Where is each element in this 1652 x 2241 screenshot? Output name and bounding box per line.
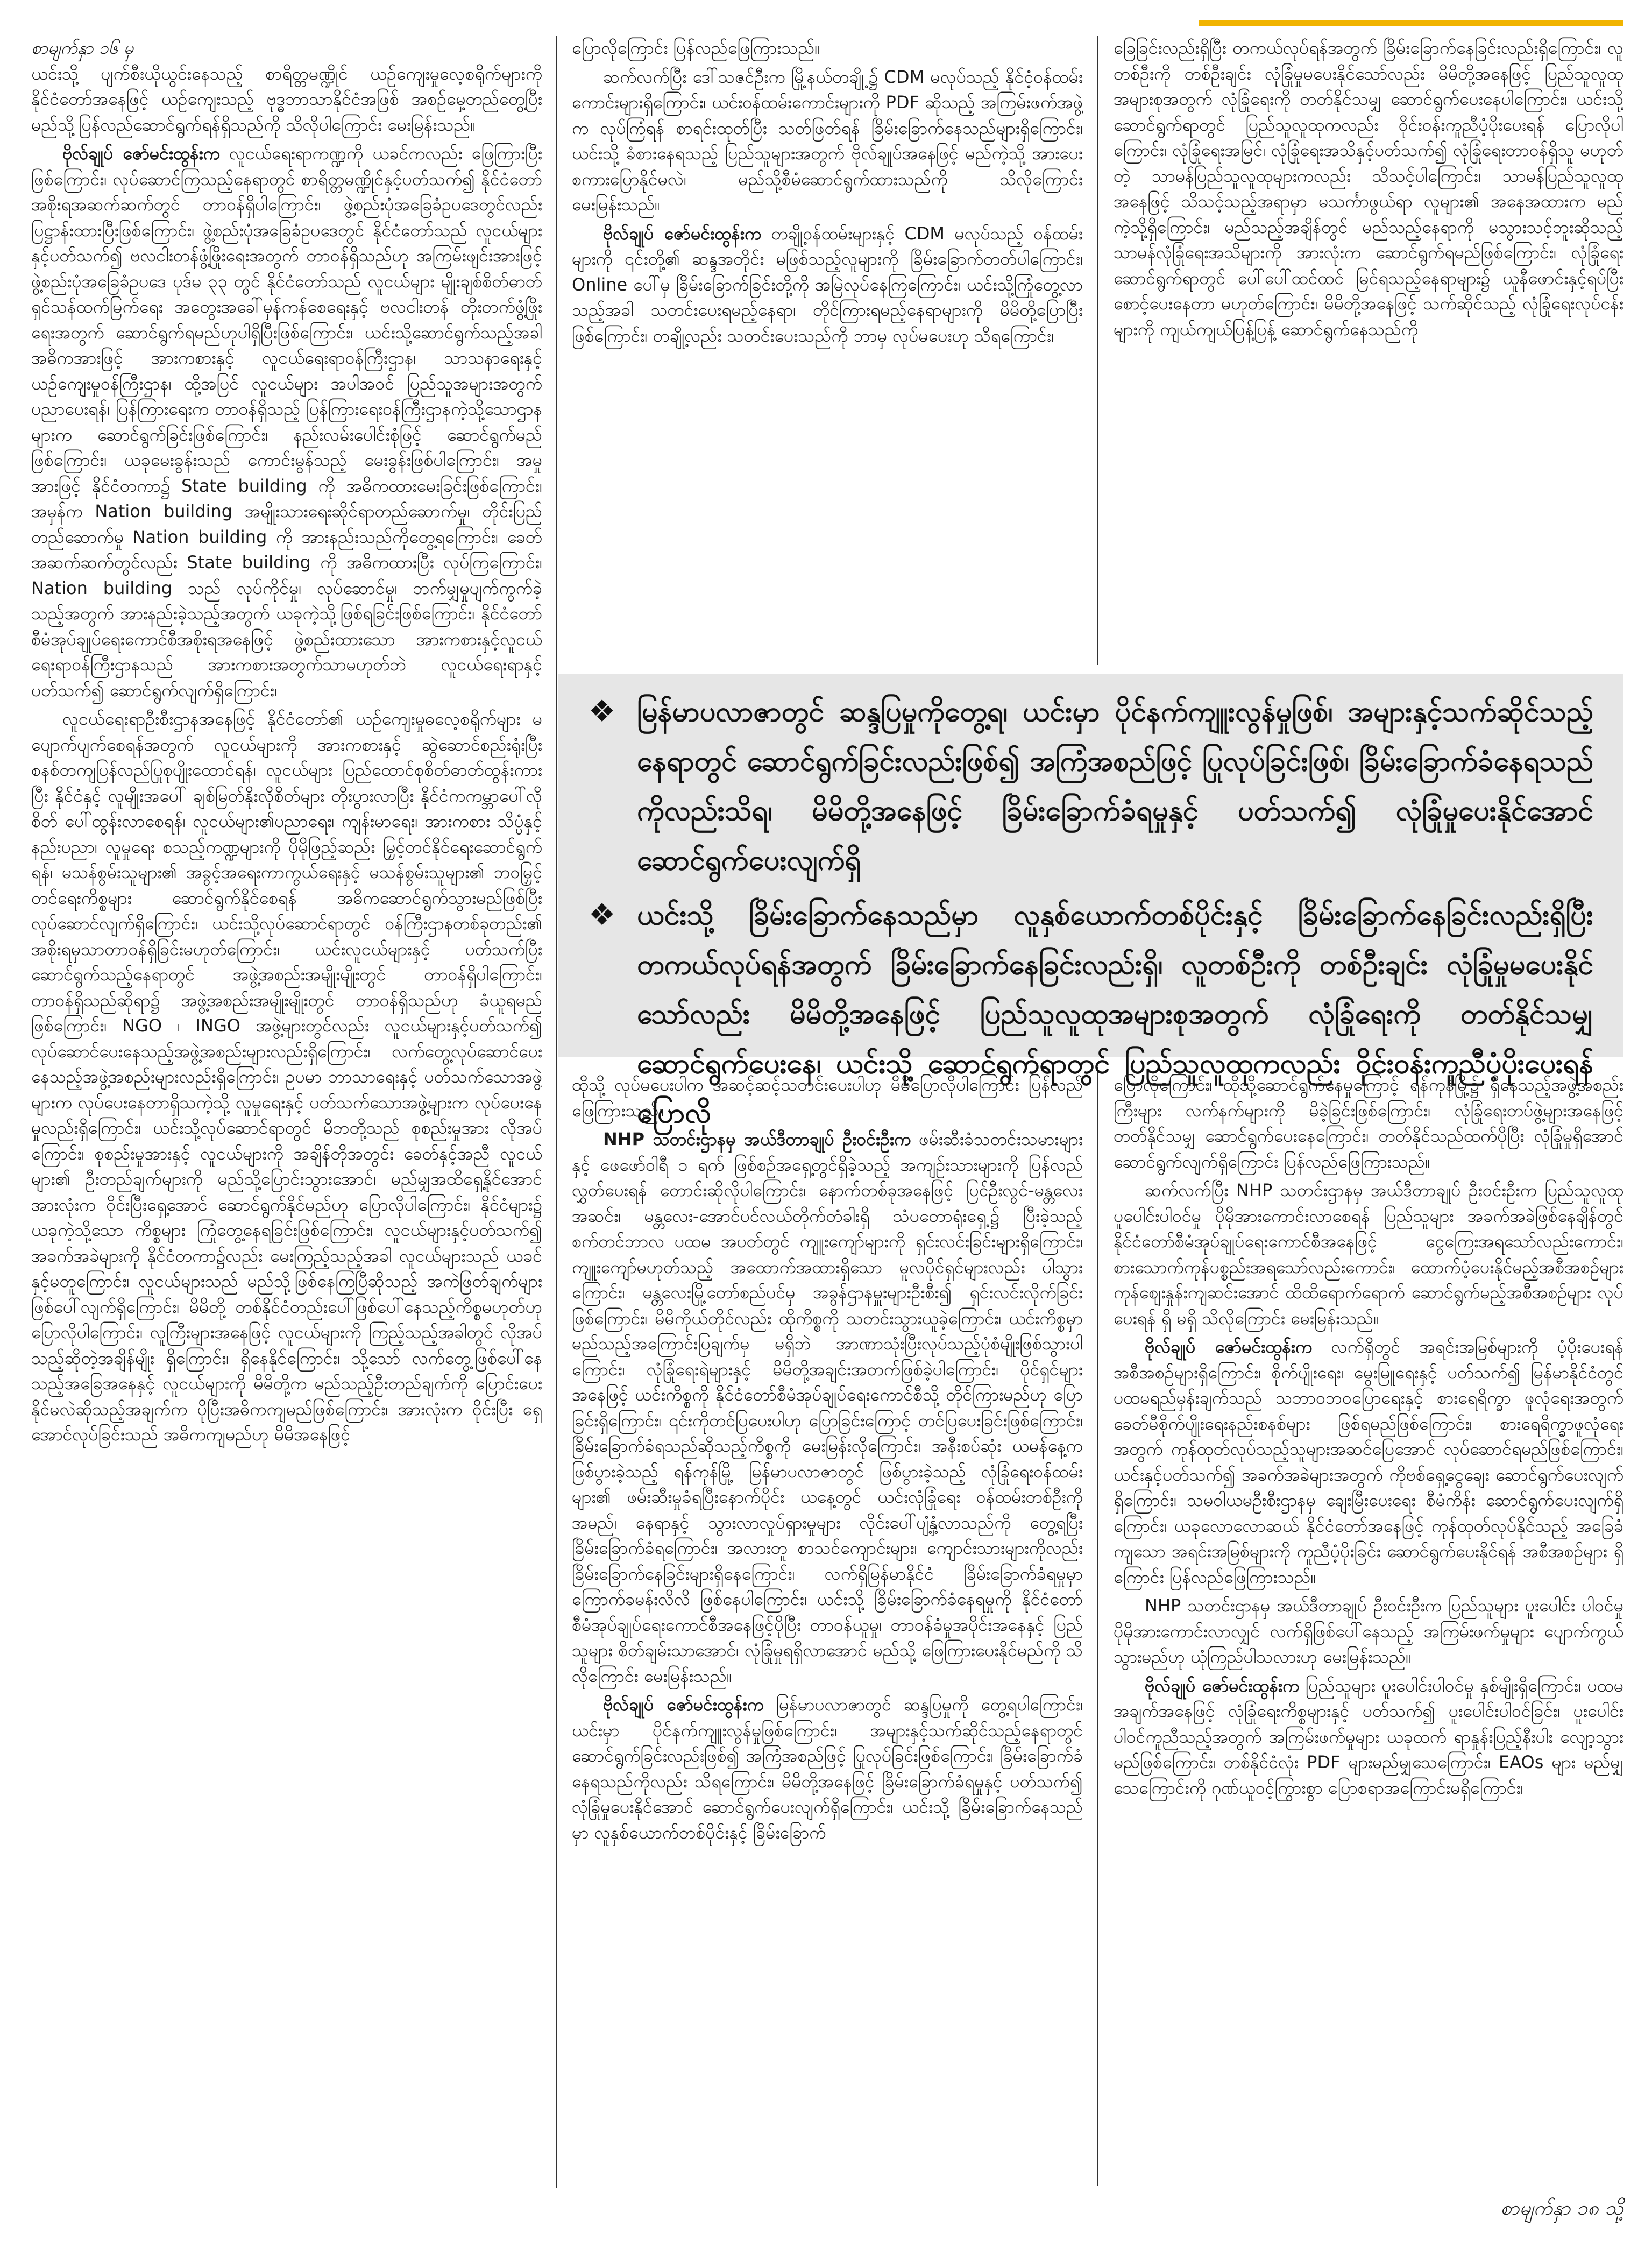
column-right-bottom	[1114, 1072, 1623, 2165]
column-divider	[1097, 36, 1098, 665]
speaker-name: ဗိုလ်ချုပ် ဇော်မင်းထွန်းက	[1145, 1675, 1300, 1696]
article-paragraph	[1114, 36, 1623, 342]
paragraph-text: ပြောလိုကြောင်း ပြန်လည်ဖြေကြားသည်။	[572, 38, 820, 58]
article-paragraph	[1114, 1673, 1623, 1801]
column-left	[31, 36, 542, 2198]
continued-from: စာမျက်နှာ ၁၆ မှ	[31, 38, 134, 58]
paragraph-text: ခြေခြင်းလည်းရှိပြီး တကယ်လုပ်ရန်အတွက် ခြိမ်းခြောက်နေခြင်းလည်းရှိကြောင်း၊ လူတစ်ဦးကို တစ်ဦးချင်း လုံခြုံမှုမပေးနိုင်သော်လည်း မိမိတို့အနေဖြင့် ပြည်သူလူထုအများစုအတွက် လုံခြုံရေးကို တတ်နိုင်သမျှ ဆောင်ရွက်ပေးနေပါကြောင်း၊ ယင်းသို့ဆောင်ရွက်ရာတွင် ပြည်သူလူထုကလည်း ဝိုင်းဝန်းကူညီပံ့ပိုးပေးရန် ပြောလိုပါကြောင်း၊ လုံခြုံရေးအမြင်၊ လုံခြုံရေးအသိနှင့်ပတ်သက်၍ လုံခြုံရေးတာဝန်ရှိသူ မဟုတ်တဲ့ သာမန်ပြည်သူလူထုများကလည်း သိသင့်ပါကြောင်း၊ သာမန်ပြည်သူလူထုအနေဖြင့် သိသင့်သည့်အရာမှာ မသင်္ကာဖွယ်ရာ လူများ၏ အနေအထားက မည်ကဲ့သို့ရှိကြောင်း၊ မည်သည့်အချိန်တွင် မည်သည့်နေရာကို မသွားသင့်ဘူးဆိုသည့် သာမန်လုံခြုံရေးအသိများကို အားလုံးက ဆောင်ရွက်ရမည်ဖြစ်ကြောင်း၊ လုံခြုံရေးဆောင်ရွက်ရာတွင် ပေါ်ပေါ်ထင်ထင် မြင်ရသည့်နေရာများ၌ ယူနီဖောင်းနှင့်ရပ်ပြီး စောင့်ပေးနေတာ မဟုတ်ကြောင်း၊ မိမိတို့အနေဖြင့် သက်ဆိုင်သည့် လုံခြုံရေးလုပ်ငန်းများကို ကျယ်ကျယ်ပြန့်ပြန့် ဆောင်ရွက်နေသည်ကို	[1114, 38, 1623, 340]
paragraph-text: ဖမ်းဆီးခံသတင်းသမားများနှင့် ဖေဖော်ဝါရီ ၁ ရက် ဖြစ်စဉ်အရှေ့တွင်ရှိခဲ့သည့် အကျဉ်းသားများကို ပြန်လည်လွှတ်ပေးရန် တောင်းဆိုလိုပါကြောင်း၊ နောက်တစ်ခုအနေဖြင့် ပြင်ဦးလွင်-မန္တလေးအဆင်း၊ မန္တလေး-အောင်ပင်လယ်တိုက်တံခါးရှိ သံပတောရုံးရှေ့၌ ပြီးခဲ့သည့် စက်တင်ဘာလ ပထမ အပတ်တွင် ကျူးကျော်များကို ရှင်းလင်းခြင်းများရှိကြောင်း၊ ကျူးကျော်မဟုတ်သည့် အထောက်အထားရှိသော မူလပိုင်ရှင်များလည်း ပါသွားကြောင်း၊ မန္တလေးမြို့တော်စည်ပင်မှ အခွန်ဌာနမှူးများဦးစီး၍ ရှင်းလင်းလိုက်ခြင်းဖြစ်ကြောင်း၊ မိမိကိုယ်တိုင်လည်း ထိုကိစ္စကို သတင်းသွားယူခဲ့ကြောင်း၊ ယင်းကိစ္စမှာ မည်သည့်အကြောင်းပြချက်မှ မရှိဘဲ အာဏာသုံးပြီးလုပ်သည့်ပုံစံမျိုးဖြစ်သွားပါကြောင်း၊ လုံခြုံရေးရဲများနှင့် မိမိတို့အချင်းအတက်ဖြစ်ခဲ့ပါကြောင်း၊ ပိုင်ရှင်များအနေဖြင့် ယင်းကိစ္စကို နိုင်ငံတော်စီမံအုပ်ချုပ်ရေးကောင်စီသို့ တိုင်ကြားမည်ဟု ပြောခြင်းရှိကြောင်း၊ ၎င်းကိုတင်ပြပေးပါဟု ပြောခြင်းကြောင့် တင်ပြပေးခြင်းဖြစ်ကြောင်း၊ ခြိမ်းခြောက်ခံရသည်ဆိုသည့်ကိစ္စကို မေးမြန်းလိုကြောင်း၊ အနီးစပ်ဆုံး ယမန်နေ့ကဖြစ်ပွားခဲ့သည့် ရန်ကုန်မြို့ မြန်မာပလာဇာတွင် ဖြစ်ပွားခဲ့သည့် လုံခြုံရေးဝန်ထမ်းများ၏ ဖမ်းဆီးမှုခံရပြီးနောက်ပိုင်း ယနေ့တွင် ယင်းလုံခြုံရေး ဝန်ထမ်းတစ်ဦးကို အမည်၊ နေရာနှင့် သွားလာလှုပ်ရှားမှုများ လိုင်းပေါ်ပျံ့နှံ့လာသည်ကို တွေ့ရပြီး ခြိမ်းခြောက်ခံရကြောင်း၊ အလားတူ စာသင်ကျောင်းများ၊ ကျောင်းသားများကိုလည်း ခြိမ်းခြောက်နေခြင်းများရှိနေကြောင်း၊ လက်ရှိမြန်မာနိုင်ငံ ခြိမ်းခြောက်ခံရမှုမှာ ကြောက်ခမန်းလိလိ ဖြစ်နေပါကြောင်း၊ ယင်းသို့ ခြိမ်းခြောက်ခံနေရမှုကို နိုင်ငံတော်စီမံအုပ်ချုပ်ရေးကောင်စီအနေဖြင့်ပိုပြီး တာဝန်ယူမှု၊ တာဝန်ခံမှုအပိုင်းအနေနှင့် ပြည်သူများ စိတ်ချမ်းသာအောင်၊ လုံခြုံမှုရရှိလာအောင် မည်သို့ ဖြေကြားပေးနိုင်မည်ကို သိလိုကြောင်း မေးမြန်းသည်။	[572, 1129, 1083, 1686]
article-paragraph	[1114, 1593, 1623, 1670]
paragraph-text: ထိုသို့ လုပ်မပေးပါက အဆင့်ဆင့်သတင်းပေးပါဟု မိမိပြောလိုပါကြောင်း ပြန်လည်ဖြေကြားသည်။	[572, 1074, 1083, 1121]
column-right-top	[1114, 36, 1623, 660]
paragraph-text: ပြောလိုကြောင်း၊ ထိုသို့ဆောင်ရွက်နေမှုကြောင့် ရန်ကုန်မြို့၌ ရှိနေသည့်အဖွဲ့အစည်းကြီးများ လက်နက်များကို မိခဲ့ခြင်းဖြစ်ကြောင်း၊ လုံခြုံရေးတပ်ဖွဲ့များအနေဖြင့် တတ်နိုင်သမျှ ဆောင်ရွက်ပေးနေကြောင်း၊ တတ်နိုင်သည်ထက်ပိုပြီး လုံခြုံမှုရှိအောင် ဆောင်ရွက်လျက်ရှိကြောင်း ပြန်လည်ဖြေကြားသည်။	[1114, 1074, 1623, 1172]
column-middle-bottom	[572, 1072, 1083, 2197]
column-middle-top	[572, 36, 1083, 660]
speaker-name: NHP သတင်းဌာနမှ အယ်ဒီတာချုပ် ဦးဝင်းဦးက	[603, 1129, 911, 1149]
paragraph-text: လက်ရှိတွင် အရင်းအမြစ်များကို ပံ့ပိုးပေးရန် အစီအစဉ်များရှိကြောင်း၊ စိုက်ပျိုးရေး၊ မွေးမြူရေးနှင့် ပတ်သက်၍ မြန်မာနိုင်ငံတွင် ပထမရည်မှန်းချက်သည် သဘာဝဘဝပြောရေးနှင့် စားရေရိက္ခာ ဖူလုံရေးအတွက် ခေတ်မီစိုက်ပျိုးရေးနည်းစနစ်များ ဖြစ်ရမည်ဖြစ်ကြောင်း၊ စားရေရိက္ခာဖူလုံရေးအတွက် ကုန်ထုတ်လုပ်သည့်သူများအဆင်ပြေအောင် လုပ်ဆောင်ရမည်ဖြစ်ကြောင်း၊ ယင်းနှင့်ပတ်သက်၍ အခက်အခဲများအတွက် ကိုဗစ်ရှေ့ငွေချေး ဆောင်ရွက်ပေးလျက်ရှိကြောင်း၊ သမဝါယမဦးစီးဌာနမှ ချေးမြီးပေးရေး စီမံကိန်း ဆောင်ရွက်ပေးလျက်ရှိကြောင်း၊ ယခုလောလောဆယ် နိုင်ငံတော်အနေဖြင့် ကုန်ထုတ်လုပ်နိုင်သည့် အခြေခံကျသော အရင်းအမြစ်များကို ကူညီပံ့ပိုးခြင်း ဆောင်ရွက်ပေးနိုင်ရန် အစီအစဉ်များ ရှိကြောင်း ပြန်လည်ဖြေကြားသည်။	[1114, 1337, 1623, 1587]
paragraph-text: ဆက်လက်ပြီး NHP သတင်းဌာနမှ အယ်ဒီတာချုပ် ဦးဝင်းဦးက ပြည်သူလူထု ပူပေါင်းပါဝင်မှု ပိုမိုအားကောင်းလာစေရန် ပြည်သူများ အခက်အခဲဖြစ်နေချိန်တွင် နိုင်ငံတော်စီမံအုပ်ချုပ်ရေးကောင်စီအနေဖြင့် ငွေကြေးအရသော်လည်းကောင်း၊ စားသောက်ကုန်ပစ္စည်းအရသော်လည်းကောင်း၊ ထောက်ပံ့ပေးနိုင်မည့်အစီအစဉ်များ ကုန်စျေးနှုန်းကျဆင်းအောင် ထိထိရောက်ရောက် ဆောင်ရွက်မည့်အစီအစဉ်များ လုပ်ပေးရန် ရှိ မရှိ သိလိုကြောင်း မေးမြန်းသည်။	[1114, 1180, 1623, 1328]
article-paragraph	[1114, 1178, 1623, 1331]
continued-to: စာမျက်နှာ ၁၈ သို့	[1500, 2197, 1623, 2219]
speaker-name: ဗိုလ်ချုပ် ဇော်မင်းထွန်းက	[603, 1694, 764, 1715]
article-paragraph	[572, 1127, 1083, 1689]
pull-quote-text: ယင်းသို့ ခြိမ်းခြောက်နေသည်မှာ လူနှစ်ယောက်တစ်ပိုင်းနှင့် ခြိမ်းခြောက်နေခြင်းလည်းရှိပြီး တကယ်လုပ်ရန်အတွက် ခြိမ်းခြောက်နေခြင်းလည်းရှိ၊ လူတစ်ဦးကို တစ်ဦးချင်း လုံခြုံမှုမပေးနိုင်သော်လည်း မိမိတို့အနေဖြင့် ပြည်သူလူထုအများစုအတွက် လုံခြုံရေးကို တတ်နိုင်သမျှ ဆောင်ရွက်ပေးနေ၊ ယင်းသို့ ဆောင်ရွက်ရာတွင် ပြည်သူလူထုကလည်း ဝိုင်းဝန်းကူညီပံ့ပိုးပေးရန်ပြောလို	[637, 899, 1593, 1129]
column-divider	[556, 36, 557, 2188]
column-right-bottom-body	[1114, 1072, 1623, 1801]
paragraph-text: လူငယ်ရေးရာကဏ္ဍကို ယခင်ကလည်း ဖြေကြားပြီးဖြစ်ကြောင်း၊ လုပ်ဆောင်ကြသည့်နေရာတွင် စာရိတ္တမဏ္ဍိုင်နှင့်ပတ်သက်၍ နိုင်ငံတော်အစိုးရအဆက်ဆက်တွင် တာဝန်ရှိပါကြောင်း၊ ဖွဲ့စည်းပုံအခြေခံဥပဒေတွင်လည်း ပြဋ္ဌာန်းထားပြီးဖြစ်ကြောင်း၊ ဖွဲ့စည်းပုံအခြေခံဥပဒေတွင် နိုင်ငံတော်သည် လူငယ်များနှင့်ပတ်သက်၍ ဗလငါးတန်ဖွံ့ဖြိုးရေးအတွက် တာဝန်ရှိသည်ဟု အကြမ်းဖျင်းအားဖြင့် ဖွဲ့စည်းပုံအခြေခံဥပဒေ ပုဒ်မ ၃၃ တွင် နိုင်ငံတော်သည် လူငယ်များ မျိုးချစ်စိတ်ဓာတ် ရှင်သန်ထက်မြက်ရေး အတွေးအခေါ်မှန်ကန်စေရေးနှင့် ဗလငါးတန် တိုးတက်ဖွံ့ဖြိုးရေးအတွက် ဆောင်ရွက်ရမည်ဟုပါရှိပြီးဖြစ်ကြောင်း၊ ယင်းသို့ဆောင်ရွက်သည့်အခါ အဓိကအားဖြင့် အားကစားနှင့် လူငယ်ရေးရာဝန်ကြီးဌာန၊ သာသနာရေးနှင့်ယဉ်ကျေးမှုဝန်ကြီးဌာန၊ ထို့အပြင် လူငယ်များ အပါအဝင် ပြည်သူအများအတွက် ပညာပေးရန်၊ ပြန်ကြားရေးက တာဝန်ရှိသည့် ပြန်ကြားရေးဝန်ကြီးဌာနကဲ့သို့သောဌာနများက ဆောင်ရွက်ခြင်းဖြစ်ကြောင်း၊ နည်းလမ်းပေါင်းစုံဖြင့် ဆောင်ရွက်မည်ဖြစ်ကြောင်း၊ ယခုမေးခွန်းသည် ကောင်းမွန်သည့် မေးခွန်းဖြစ်ပါကြောင်း၊ အမှုအားဖြင့် နိုင်ငံတကာ၌ State building ကို အဓိကထားမေးခြင်းဖြစ်ကြောင်း၊ အမှန်က Nation building အမျိုးသားရေးဆိုင်ရာတည်ဆောက်မှု၊ တိုင်းပြည်တည်ဆောက်မှု Nation building ကို အားနည်းသည်ကိုတွေ့ရကြောင်း၊ ခေတ်အဆက်ဆက်တွင်လည်း State building ကို အဓိကထားပြီး လုပ်ကြကြောင်း၊ Nation building သည် လုပ်ကိုင်မှု၊ လုပ်ဆောင်မှု၊ ဘက်မျှမှုပျက်ကွက်ခဲ့သည့်အတွက် အားနည်းခဲ့သည့်အတွက် ယခုကဲ့သို့ဖြစ်ရခြင်းဖြစ်ကြောင်း၊ နိုင်ငံတော်စီမံအုပ်ချုပ်ရေးကောင်စီအစိုးရအနေဖြင့် ဖွဲ့စည်းထားသော အားကစားနှင့်လူငယ်ရေးရာဝန်ကြီးဌာနသည် အားကစားအတွက်သာမဟုတ်ဘဲ လူငယ်ရေးရာနှင့် ပတ်သက်၍ ဆောင်ရွက်လျက်ရှိကြောင်း၊	[31, 143, 542, 701]
newspaper-page	[31, 20, 1623, 2221]
diamond-bullet-icon: ❖	[589, 694, 616, 729]
paragraph-text: ဆက်လက်ပြီး ဒေါ်သဇင်ဦးက မြို့နယ်တချို့၌ CDM မလုပ်သည့် နိုင်ငံ့ဝန်ထမ်းကောင်းများရှိကြောင်း၊ ယင်းဝန်ထမ်းကောင်းများကို PDF ဆိုသည့် အကြမ်းဖက်အဖွဲ့က လုပ်ကြံရန် စာရင်းထုတ်ပြီး သတ်ဖြတ်ရန် ခြိမ်းခြောက်နေသည်များရှိကြောင်း၊ ယင်းသို့ ခံစားနေရသည့် ပြည်သူများအတွက် ဗိုလ်ချုပ်အနေဖြင့် မည်ကဲ့သို့ အားပေးစကားပြောနိုင်မလဲ၊ မည်သို့စီမံဆောင်ရွက်ထားသည်ကို သိလိုကြောင်း မေးမြန်းသည်။	[572, 66, 1083, 215]
column-left-body	[31, 61, 542, 1448]
article-paragraph	[1114, 1334, 1623, 1590]
article-paragraph	[572, 1692, 1083, 1846]
article-paragraph	[31, 61, 542, 138]
speaker-name: ဗိုလ်ချုပ် ဇော်မင်းထွန်းက	[603, 223, 762, 244]
article-paragraph	[31, 706, 542, 1448]
diamond-bullet-icon: ❖	[589, 897, 616, 932]
article-paragraph	[572, 221, 1083, 349]
article-paragraph	[572, 65, 1083, 218]
article-paragraph	[1114, 1072, 1623, 1175]
article-paragraph	[31, 141, 542, 703]
pull-quote-text: မြန်မာပလာဇာတွင် ဆန္ဒပြမှုကိုတွေ့ရ၊ ယင်းမှာ ပိုင်နက်ကျူးလွန်မှုဖြစ်၊ အများနှင့်သက်ဆိုင်သည့်နေရာတွင် ဆောင်ရွက်ခြင်းလည်းဖြစ်၍ အကြံအစည်ဖြင့် ပြုလုပ်ခြင်းဖြစ်၊ ခြိမ်းခြောက်ခံနေရသည်ကိုလည်းသိရ၊ မိမိတို့အနေဖြင့် ခြိမ်းခြောက်ခံရမှုနှင့် ပတ်သက်၍ လုံခြုံမှုပေးနိုင်အောင် ဆောင်ရွက်ပေးလျက်ရှိ	[637, 696, 1593, 876]
paragraph-text: ယင်းသို့ ပျက်စီးယိုယွင်းနေသည့် စာရိတ္တမဏ္ဍိုင် ယဉ်ကျေးမှုလေ့စရိုက်များကို နိုင်ငံတော်အနေဖြင့် ယဉ်ကျေးသည့် ဗုဒ္ဓဘာသာနိုင်ငံအဖြစ် အစဉ်မှေ့တည်တွေ့ပြီး မည်သို့ပြန်လည်ဆောင်ရွက်ရန်ရှိသည်ကို သိလိုပါကြောင်း မေးမြန်းသည်။	[31, 63, 542, 135]
paragraph-text: မြန်မာပလာဇာတွင် ဆန္ဒပြမှုကို တွေ့ရပါကြောင်း၊ ယင်းမှာ ပိုင်နက်ကျူးလွန်မှုဖြစ်ကြောင်း၊ အများနှင့်သက်ဆိုင်သည့်နေရာတွင် ဆောင်ရွက်ခြင်းလည်းဖြစ်၍ အကြံအစည်ဖြင့် ပြုလုပ်ခြင်းဖြစ်ကြောင်း၊ ခြိမ်းခြောက်ခံနေရသည်ကိုလည်း သိရကြောင်း၊ မိမိတို့အနေဖြင့် ခြိမ်းခြောက်ခံရမှုနှင့် ပတ်သက်၍ လုံခြုံမှုပေးနိုင်အောင် ဆောင်ရွက်ပေးလျက်ရှိကြောင်း၊ ယင်းသို့ ခြိမ်းခြောက်နေသည်မှာ လူနှစ်ယောက်တစ်ပိုင်းနှင့် ခြိမ်းခြောက်	[572, 1694, 1083, 1843]
article-paragraph	[572, 36, 1083, 61]
article-paragraph	[572, 1072, 1083, 1123]
paragraph-text: တချို့ဝန်ထမ်းများနှင့် CDM မလုပ်သည့် ဝန်ထမ်းများကို ၎င်းတို့၏ ဆန္ဒအတိုင်း မဖြစ်သည့်လူများကို ခြိမ်းခြောက်တတ်ပါကြောင်း၊ Online ပေါ်မှ ခြိမ်းခြောက်ခြင်းတို့ကို အမြဲလုပ်နေကြကြောင်း၊ ယင်းသို့ကြုံတွေ့လာသည့်အခါ သတင်းပေးရမည့်နေရာ၊ တိုင်ကြားရမည့်နေရာများကို မိမိတို့ပြောပြီးဖြစ်ကြောင်း၊ တချို့လည်း သတင်းပေးသည်ကို ဘာမှ လုပ်မပေးဟု သိရကြောင်း၊	[572, 223, 1083, 346]
accent-bar	[1199, 20, 1623, 26]
paragraph-text: လူငယ်ရေးရာဦးစီးဌာနအနေဖြင့် နိုင်ငံတော်၏ ယဉ်ကျေးမှုဓလေ့စရိုက်များ မပျောက်ပျက်စေရန်အတွက် လူငယ်များကို အားကစားနှင့် ဆွဲဆောင်စည်းရုံးပြီး စနစ်တကျပြန်လည်ပြုစုပျိုးထောင်ရန်၊ လူငယ်များ ပြည်ထောင်စုစိတ်ဓာတ်ထွန်းကားပြီး နိုင်ငံနှင့် လူမျိုးအပေါ် ချစ်မြတ်နိုးလိုစိတ်များ တိုးပွားလာပြီး နိုင်ငံကကမ္ဘာပေါ်လိုစိတ် ပေါ်ထွန်းလာစေရန်၊ လူငယ်များ၏ပညာရေး၊ ကျန်းမာရေး၊ အားကစား သိပ္ပံနှင့်နည်းပညာ၊ လူမှုရေး စသည့်ကဏ္ဍများကို ပိုမိုဖြည့်ဆည်း မြှင့်တင်နိုင်ရေးဆောင်ရွက်ရန်၊ မသန်စွမ်းသူများ၏ အခွင့်အရေးကာကွယ်ရေးနှင့် မသန်စွမ်းသူများ၏ ဘဝမြှင့်တင်ရေးကိစ္စများ ဆောင်ရွက်နိုင်စေရန် အဓိကဆောင်ရွက်သွားမည်ဖြစ်ပြီး လုပ်ဆောင်လျက်ရှိကြောင်း၊ ယင်းသို့လုပ်ဆောင်ရာတွင် ဝန်ကြီးဌာနတစ်ခုတည်း၏ အစိုးရမှသာတာဝန်ရှိခြင်းမဟုတ်ကြောင်း၊ ယင်းလူငယ်များနှင့် ပတ်သက်ပြီး ဆောင်ရွက်သည့်နေရာတွင် အဖွဲ့အစည်းအမျိုးမျိုးတွင် တာဝန်ရှိပါကြောင်း၊ တာဝန်ရှိသည်ဆိုရာ၌ အဖွဲ့အစည်းအမျိုးမျိုးတွင် တာဝန်ရှိသည်ဟု ခံယူရမည်ဖြစ်ကြောင်း၊ NGO ၊ INGO အဖွဲ့များတွင်လည်း လူငယ်များနှင့်ပတ်သက်၍ လုပ်ဆောင်ပေးနေသည့်အဖွဲ့အစည်းများလည်းရှိကြောင်း၊ လက်တွေ့လုပ်ဆောင်ပေးနေသည့်အဖွဲ့အစည်းများလည်းရှိကြောင်း၊ ဥပမာ ဘာသာရေးနှင့် ပတ်သက်သောအဖွဲ့များက လုပ်ပေးနေတာရှိသကဲ့သို့ လူမှုရေးနှင့် ပတ်သက်သောအဖွဲ့များက လုပ်ပေးနေမှုလည်းရှိကြောင်း၊ ယင်းသို့လုပ်ဆောင်ရာတွင် မိဘတို့သည် စုစည်းမှုအား လိုအပ်ကြောင်း၊ စုစည်းမှုအားနှင့် လူငယ်များကို အချိန်တိုအတွင်း ခေတ်နှင့်အညီ လူငယ်များ၏ ဦးတည်ချက်များကို မည်သို့ပြောင်းသွားအောင်၊ မည်မျှအထိရှေ့နိုင်အောင် အားလုံးက ဝိုင်းပြီးရှေ့အောင် ဆောင်ရွက်နိုင်မည်ဟု ပြောလိုပါကြောင်း၊ နိုင်ငံများ၌ ယခုကဲ့သို့သော ကိစ္စများ ကြုံတွေ့နေရခြင်းဖြစ်ကြောင်း၊ လူငယ်များနှင့်ပတ်သက်၍ အခက်အခဲများကို နိုင်ငံတကာ၌လည်း မေးကြည့်သည့်အခါ လူငယ်များသည် ယခင်နှင့်မတူကြောင်း၊ လူငယ်များသည် မည်သို့ဖြစ်နေကြပြီဆိုသည့် အကဲဖြတ်ချက်များ ဖြစ်ပေါ်လျက်ရှိကြောင်း၊ မိမိတို့ တစ်နိုင်ငံတည်းပေါ်ဖြစ်ပေါ်နေသည့်ကိစ္စမဟုတ်ဟု ပြောလိုပါကြောင်း၊ လူကြီးများအနေဖြင့် လူငယ်များကို ကြည့်သည့်အခါတွင် လိုအပ်သည့်ဆိုတဲ့အချိန်မျိုး ရှိကြောင်း၊ ရှိနေနိုင်ကြောင်း၊ သို့သော် လက်တွေ့ဖြစ်ပေါ်နေသည့်အခြေအနေနှင့် လူငယ်များကို မိမိတို့က မည်သည့်ဦးတည်ချက်ကို ပြောင်းပေးနိုင်မလဲဆိုသည့်အချက်က ပိုပြီးအဓိကကျမည်ဖြစ်ကြောင်း၊ အားလုံးက ဝိုင်းပြီး ရှေ့အောင်လုပ်ခြင်းသည် အဓိကကျမည်ဟု မိမိအနေဖြင့်	[31, 709, 542, 1445]
paragraph-text: NHP သတင်းဌာနမှ အယ်ဒီတာချုပ် ဦးဝင်းဦးက ပြည်သူများ ပူးပေါင်း ပါဝင်မှုပိုမိုအားကောင်းလာလျှင် လက်ရှိဖြစ်ပေါ်နေသည့် အကြမ်းဖက်မှုများ ပျောက်ကွယ်သွားမည်ဟု ယုံကြည်ပါသလားဟု မေးမြန်းသည်။	[1114, 1595, 1623, 1667]
speaker-name: ဗိုလ်ချုပ် ဇော်မင်းထွန်းက	[62, 143, 220, 164]
column-divider	[1097, 1067, 1098, 2186]
pull-quote-item	[589, 687, 1593, 885]
paragraph-text: ပြည်သူများ ပူးပေါင်းပါဝင်မှု နှစ်မျိုးရှိကြောင်း၊ ပထမအချက်အနေဖြင့် လုံခြုံရေးကိစ္စများနှင့် ပတ်သက်၍ ပူးပေါင်းပါဝင်ခြင်း၊ ပူးပေါင်းပါဝင်ကူညီသည့်အတွက် အကြမ်းဖက်မှုများ ယခုထက် ရာနှုန်းပြည့်နီးပါး လျော့သွားမည်ဖြစ်ကြောင်း၊ တစ်နိုင်ငံလုံး PDF များမည်မျှသေကြောင်း၊ EAOs များ မည်မျှ သေကြောင်းကို ဂုဏ်ယူဝင့်ကြွားစွာ ပြောစရာအကြောင်းမရှိကြောင်း၊	[1114, 1675, 1623, 1798]
speaker-name: ဗိုလ်ချုပ် ဇော်မင်းထွန်းက	[1145, 1337, 1313, 1357]
